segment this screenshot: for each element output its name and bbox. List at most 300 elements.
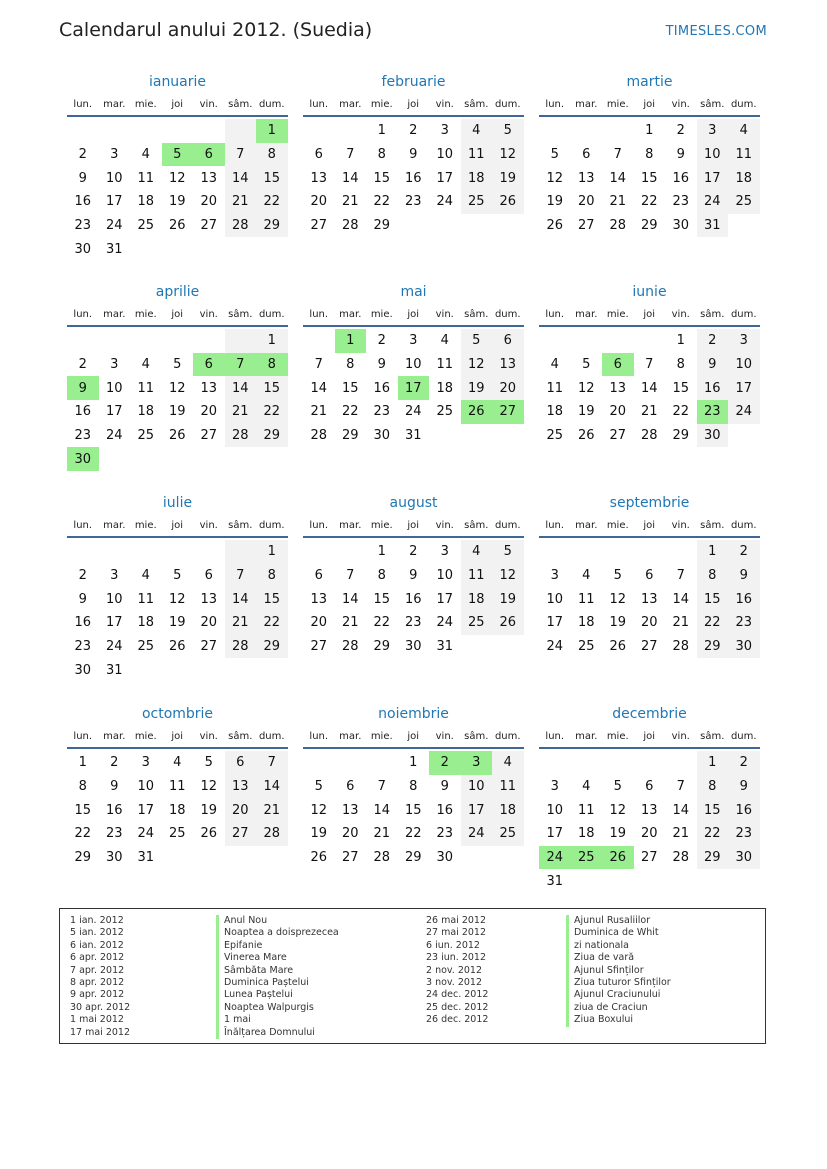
day-cell: 22 — [256, 611, 288, 635]
day-cell: 5 — [173, 568, 182, 584]
day-cell: 27 — [310, 218, 328, 234]
day-cell: 31 — [404, 428, 422, 444]
weekday-header — [67, 727, 288, 747]
day-cell: 17 — [105, 404, 123, 420]
weekday-label: sâm. — [228, 99, 253, 110]
day-cell: 18 — [728, 166, 760, 190]
day-cell: 31 — [105, 241, 123, 257]
holiday-date: 3 nov. 2012 — [426, 976, 482, 988]
day-cell: 23 — [373, 404, 391, 420]
day-cell: 29 — [341, 428, 359, 444]
day-cell: 23 — [672, 194, 690, 210]
holiday-date: 23 iun. 2012 — [426, 952, 487, 964]
day-cell: 29 — [672, 428, 690, 444]
day-cell: 24 — [539, 846, 571, 870]
day-cell: 26 — [168, 428, 186, 444]
weekday-label: vin. — [435, 309, 454, 320]
day-cell: 21 — [672, 615, 690, 631]
holiday-date: 24 dec. 2012 — [426, 989, 489, 1001]
day-cell: 10 — [697, 143, 729, 167]
day-cell: 30 — [404, 639, 422, 655]
day-grid — [67, 119, 288, 261]
weekday-label: mie. — [134, 731, 157, 742]
day-cell: 26 — [546, 218, 564, 234]
holiday-name: Sâmbăta Mare — [216, 965, 339, 977]
day-cell: 24 — [461, 822, 493, 846]
holiday-date: 5 ian. 2012 — [70, 927, 124, 939]
day-cell: 15 — [672, 380, 690, 396]
day-cell: 3 — [110, 147, 119, 163]
day-cell: 11 — [577, 591, 595, 607]
weekday-header — [303, 516, 524, 536]
holiday-list — [59, 908, 766, 1044]
empty-cell — [303, 119, 335, 143]
holiday-date: 17 mai 2012 — [70, 1026, 131, 1038]
holiday-names-col2 — [566, 915, 671, 1027]
empty-cell — [602, 751, 634, 775]
day-cell: 1 — [377, 123, 386, 139]
day-cell: 3 — [697, 119, 729, 143]
day-cell: 30 — [728, 846, 760, 870]
weekday-label: sâm. — [700, 731, 725, 742]
day-cell: 9 — [697, 353, 729, 377]
day-cell: 7 — [346, 568, 355, 584]
day-cell: 7 — [314, 357, 323, 373]
holiday-name: Epifanie — [216, 940, 339, 952]
weekday-label: joi — [171, 99, 184, 110]
day-cell: 22 — [74, 826, 92, 842]
day-cell: 17 — [436, 170, 454, 186]
weekday-header — [67, 516, 288, 536]
day-cell: 20 — [609, 404, 627, 420]
day-cell: 2 — [728, 751, 760, 775]
weekday-label: lun. — [545, 731, 565, 742]
day-cell: 1 — [409, 755, 418, 771]
weekday-label: lun. — [73, 520, 93, 531]
day-cell: 16 — [105, 802, 123, 818]
day-cell: 21 — [225, 190, 257, 214]
month-name: martie — [626, 74, 673, 90]
day-cell: 1 — [697, 540, 729, 564]
day-cell: 29 — [256, 635, 288, 659]
weekday-label: vin. — [671, 731, 690, 742]
day-cell: 2 — [78, 357, 87, 373]
day-cell: 17 — [546, 826, 564, 842]
day-cell: 6 — [314, 568, 323, 584]
empty-cell — [335, 119, 367, 143]
month-name: august — [389, 495, 438, 511]
weekday-label: dum. — [730, 520, 757, 531]
day-cell: 30 — [697, 424, 729, 448]
weekday-label: mar. — [575, 309, 598, 320]
day-cell: 9 — [377, 357, 386, 373]
day-cell: 20 — [577, 194, 595, 210]
day-cell: 26 — [492, 190, 524, 214]
day-cell: 14 — [609, 170, 627, 186]
day-cell: 14 — [341, 170, 359, 186]
day-cell: 9 — [440, 779, 449, 795]
weekday-label: mar. — [339, 520, 362, 531]
day-cell: 23 — [74, 218, 92, 234]
day-cell: 4 — [461, 119, 493, 143]
day-cell: 30 — [74, 662, 92, 678]
weekday-label: lun. — [73, 731, 93, 742]
day-cell: 13 — [310, 591, 328, 607]
empty-cell — [539, 119, 571, 143]
day-cell: 13 — [492, 353, 524, 377]
day-cell: 4 — [582, 779, 591, 795]
weekday-header — [303, 305, 524, 325]
empty-cell — [99, 119, 131, 143]
day-cell: 23 — [728, 611, 760, 635]
day-cell: 4 — [141, 147, 150, 163]
day-cell: 26 — [168, 218, 186, 234]
day-cell: 12 — [461, 353, 493, 377]
holiday-name: Ajunul Craciunului — [566, 989, 671, 1001]
day-grid — [303, 119, 524, 237]
day-cell: 5 — [550, 147, 559, 163]
day-cell: 20 — [200, 615, 218, 631]
day-cell: 17 — [697, 166, 729, 190]
day-cell: 2 — [78, 147, 87, 163]
day-cell: 25 — [728, 190, 760, 214]
day-cell: 3 — [440, 123, 449, 139]
day-cell: 15 — [341, 380, 359, 396]
day-cell: 6 — [225, 751, 257, 775]
holiday-date: 27 mai 2012 — [426, 927, 487, 939]
holiday-name: Lunea Paștelui — [216, 989, 339, 1001]
day-cell: 6 — [645, 779, 654, 795]
weekday-label: sâm. — [464, 99, 489, 110]
day-cell: 30 — [67, 447, 99, 471]
day-cell: 19 — [461, 376, 493, 400]
weekday-header — [303, 95, 524, 115]
day-cell: 7 — [225, 143, 257, 167]
holiday-name: 1 mai — [216, 1014, 339, 1026]
day-cell: 26 — [310, 850, 328, 866]
weekday-label: lun. — [309, 309, 329, 320]
day-cell: 5 — [613, 568, 622, 584]
weekday-label: lun. — [309, 99, 329, 110]
weekday-label: joi — [643, 731, 656, 742]
empty-cell — [634, 751, 666, 775]
day-cell: 24 — [105, 639, 123, 655]
empty-cell — [665, 751, 697, 775]
holiday-name: Duminica Paștelui — [216, 977, 339, 989]
day-cell: 8 — [676, 357, 685, 373]
day-cell: 13 — [341, 802, 359, 818]
day-cell: 5 — [314, 779, 323, 795]
day-cell: 2 — [409, 544, 418, 560]
month-mai — [303, 282, 524, 447]
day-cell: 20 — [492, 376, 524, 400]
day-cell: 11 — [492, 775, 524, 799]
day-cell: 15 — [404, 802, 422, 818]
weekday-label: lun. — [545, 520, 565, 531]
weekday-label: lun. — [545, 99, 565, 110]
header-rule — [67, 747, 288, 749]
day-grid — [539, 119, 760, 237]
holiday-date: 9 apr. 2012 — [70, 989, 125, 1001]
day-cell: 28 — [341, 218, 359, 234]
day-cell: 11 — [168, 779, 186, 795]
day-cell: 19 — [168, 194, 186, 210]
day-cell: 15 — [256, 376, 288, 400]
day-cell: 1 — [256, 540, 288, 564]
day-cell: 3 — [110, 357, 119, 373]
empty-cell — [99, 540, 131, 564]
day-cell: 17 — [137, 802, 155, 818]
weekday-label: mie. — [606, 520, 629, 531]
day-cell: 20 — [640, 826, 658, 842]
empty-cell — [162, 329, 194, 353]
day-cell: 27 — [341, 850, 359, 866]
day-cell: 7 — [676, 568, 685, 584]
day-cell: 8 — [409, 779, 418, 795]
day-cell: 9 — [409, 147, 418, 163]
holiday-dates-col2 — [426, 915, 488, 1027]
day-cell: 13 — [640, 591, 658, 607]
site-link[interactable]: TIMESLES.COM — [665, 24, 767, 39]
weekday-label: mie. — [134, 520, 157, 531]
holiday-name: Înălțarea Domnului — [216, 1027, 339, 1039]
day-cell: 3 — [409, 333, 418, 349]
empty-cell — [193, 119, 225, 143]
empty-cell — [130, 540, 162, 564]
day-cell: 28 — [310, 428, 328, 444]
header-rule — [539, 115, 760, 117]
day-cell: 29 — [256, 424, 288, 448]
day-cell: 29 — [256, 214, 288, 238]
day-cell: 5 — [582, 357, 591, 373]
day-cell: 12 — [546, 170, 564, 186]
day-cell: 9 — [728, 775, 760, 799]
day-cell: 22 — [341, 404, 359, 420]
day-cell: 26 — [609, 639, 627, 655]
month-name: iulie — [162, 495, 193, 511]
day-cell: 10 — [105, 591, 123, 607]
holiday-date: 26 mai 2012 — [426, 915, 487, 926]
day-cell: 22 — [256, 190, 288, 214]
day-cell: 25 — [546, 428, 564, 444]
day-cell: 14 — [640, 380, 658, 396]
day-cell: 19 — [492, 166, 524, 190]
month-iunie — [539, 282, 760, 447]
day-cell: 7 — [225, 353, 257, 377]
day-cell: 29 — [373, 218, 391, 234]
day-cell: 27 — [310, 639, 328, 655]
day-cell: 1 — [256, 329, 288, 353]
day-cell: 29 — [404, 850, 422, 866]
day-cell: 25 — [461, 611, 493, 635]
day-cell: 16 — [436, 802, 454, 818]
day-cell: 25 — [492, 822, 524, 846]
day-cell: 24 — [404, 404, 422, 420]
day-cell: 11 — [461, 564, 493, 588]
holiday-name: ziua de Craciun — [566, 1002, 671, 1014]
day-cell: 16 — [697, 376, 729, 400]
day-cell: 22 — [373, 615, 391, 631]
day-grid — [539, 329, 760, 447]
holiday-name: Ziua tuturor Sfinților — [566, 977, 671, 989]
day-grid — [303, 751, 524, 869]
day-cell: 28 — [225, 635, 257, 659]
weekday-label: mar. — [103, 731, 126, 742]
day-cell: 21 — [341, 615, 359, 631]
day-cell: 27 — [640, 639, 658, 655]
empty-cell — [539, 329, 571, 353]
month-martie — [539, 72, 760, 237]
weekday-label: joi — [171, 731, 184, 742]
day-cell: 6 — [602, 353, 634, 377]
day-cell: 27 — [200, 218, 218, 234]
day-grid — [67, 751, 288, 869]
day-cell: 15 — [373, 170, 391, 186]
day-cell: 29 — [373, 639, 391, 655]
empty-cell — [303, 751, 335, 775]
holiday-name: Ajunul Rusaliilor — [566, 915, 671, 927]
day-cell: 23 — [404, 194, 422, 210]
day-cell: 21 — [672, 826, 690, 842]
page-title: Calendarul anului 2012. (Suedia) — [59, 19, 373, 41]
month-aprilie — [67, 282, 288, 471]
empty-cell — [539, 540, 571, 564]
day-cell: 7 — [377, 779, 386, 795]
weekday-label: joi — [643, 520, 656, 531]
day-cell: 10 — [105, 380, 123, 396]
day-cell: 1 — [676, 333, 685, 349]
day-cell: 25 — [168, 826, 186, 842]
day-cell: 14 — [256, 775, 288, 799]
holiday-name: Duminica de Whit — [566, 927, 671, 939]
day-cell: 17 — [105, 194, 123, 210]
day-cell: 8 — [697, 564, 729, 588]
day-cell: 16 — [404, 591, 422, 607]
weekday-label: vin. — [671, 520, 690, 531]
day-cell: 15 — [640, 170, 658, 186]
day-cell: 6 — [314, 147, 323, 163]
empty-cell — [335, 751, 367, 775]
day-cell: 8 — [377, 147, 386, 163]
day-cell: 24 — [137, 826, 155, 842]
weekday-label: dum. — [494, 309, 521, 320]
day-cell: 18 — [436, 380, 454, 396]
day-cell: 10 — [436, 147, 454, 163]
day-cell: 4 — [173, 755, 182, 771]
empty-cell — [571, 540, 603, 564]
day-cell: 22 — [256, 400, 288, 424]
day-cell: 12 — [168, 380, 186, 396]
day-cell: 22 — [672, 404, 690, 420]
weekday-label: mar. — [575, 99, 598, 110]
day-cell: 1 — [78, 755, 87, 771]
weekday-label: sâm. — [700, 520, 725, 531]
day-cell: 9 — [676, 147, 685, 163]
empty-cell — [335, 540, 367, 564]
empty-cell — [130, 119, 162, 143]
holiday-date: 1 ian. 2012 — [70, 915, 124, 926]
day-cell: 7 — [346, 147, 355, 163]
day-cell: 30 — [373, 428, 391, 444]
day-cell: 7 — [645, 357, 654, 373]
day-grid — [303, 329, 524, 447]
empty-cell — [571, 329, 603, 353]
day-cell: 4 — [550, 357, 559, 373]
day-cell: 14 — [341, 591, 359, 607]
day-cell: 5 — [613, 779, 622, 795]
day-cell: 22 — [640, 194, 658, 210]
day-cell: 27 — [609, 428, 627, 444]
weekday-label: vin. — [199, 731, 218, 742]
day-cell: 13 — [200, 380, 218, 396]
day-cell: 19 — [546, 194, 564, 210]
day-cell: 7 — [613, 147, 622, 163]
weekday-label: joi — [407, 731, 420, 742]
day-cell: 19 — [310, 826, 328, 842]
day-cell: 23 — [697, 400, 729, 424]
day-cell: 13 — [609, 380, 627, 396]
empty-cell — [634, 540, 666, 564]
day-cell: 3 — [141, 755, 150, 771]
weekday-label: dum. — [730, 99, 757, 110]
empty-cell — [634, 329, 666, 353]
day-cell: 5 — [492, 119, 524, 143]
day-cell: 2 — [78, 568, 87, 584]
day-cell: 14 — [373, 802, 391, 818]
day-cell: 17 — [436, 591, 454, 607]
day-cell: 20 — [225, 798, 257, 822]
weekday-label: mie. — [134, 309, 157, 320]
day-cell: 30 — [74, 241, 92, 257]
empty-cell — [571, 119, 603, 143]
day-cell: 28 — [225, 424, 257, 448]
weekday-label: dum. — [258, 309, 285, 320]
day-cell: 24 — [728, 400, 760, 424]
weekday-label: sâm. — [228, 520, 253, 531]
day-cell: 4 — [728, 119, 760, 143]
day-cell: 21 — [256, 798, 288, 822]
day-cell: 25 — [436, 404, 454, 420]
holiday-name: Noaptea a doisprezecea — [216, 927, 339, 939]
weekday-label: sâm. — [464, 731, 489, 742]
day-cell: 15 — [697, 798, 729, 822]
weekday-header — [67, 305, 288, 325]
day-cell: 21 — [225, 611, 257, 635]
header-rule — [67, 536, 288, 538]
day-cell: 15 — [256, 587, 288, 611]
day-cell: 5 — [461, 329, 493, 353]
day-cell: 2 — [697, 329, 729, 353]
day-cell: 10 — [137, 779, 155, 795]
day-cell: 27 — [492, 400, 524, 424]
empty-cell — [225, 119, 257, 143]
day-cell: 11 — [436, 357, 454, 373]
day-cell: 1 — [697, 751, 729, 775]
holiday-date: 1 mai 2012 — [70, 1014, 124, 1026]
day-cell: 18 — [577, 826, 595, 842]
day-cell: 6 — [582, 147, 591, 163]
day-cell: 21 — [640, 404, 658, 420]
day-cell: 4 — [141, 357, 150, 373]
empty-cell — [193, 329, 225, 353]
day-cell: 29 — [74, 850, 92, 866]
day-cell: 4 — [582, 568, 591, 584]
weekday-label: lun. — [545, 309, 565, 320]
empty-cell — [193, 540, 225, 564]
empty-cell — [67, 329, 99, 353]
day-cell: 15 — [697, 587, 729, 611]
weekday-label: dum. — [494, 731, 521, 742]
